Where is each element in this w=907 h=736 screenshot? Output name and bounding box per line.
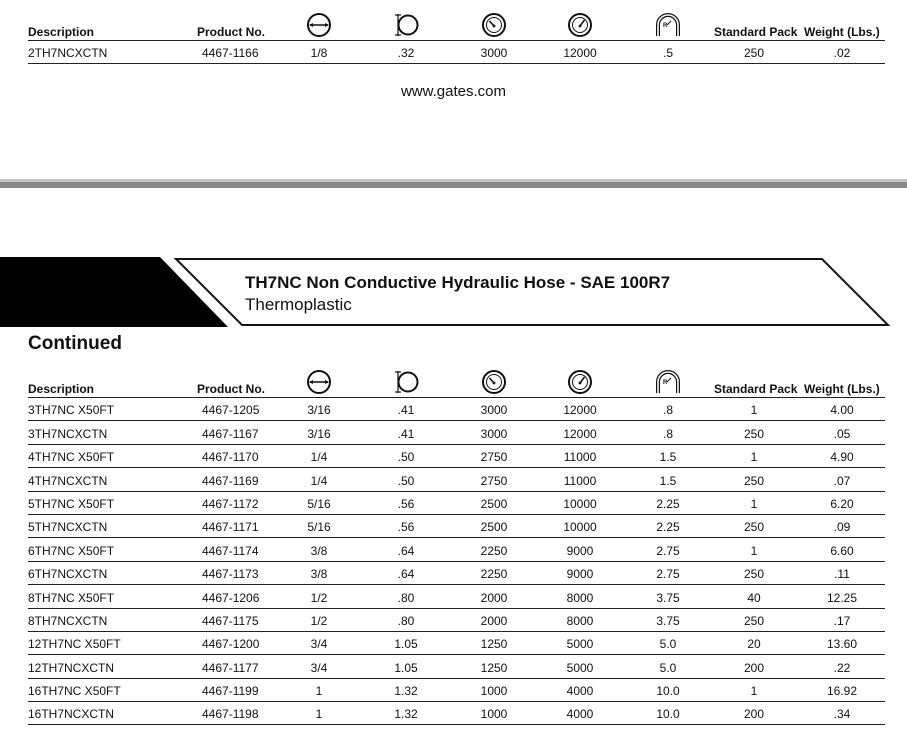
cell-description: 6TH7NCXCTN [28, 567, 108, 582]
cell-product-no: 4467-1199 [202, 684, 259, 699]
table-row [28, 492, 885, 515]
cell-id: 1/2 [310, 590, 328, 605]
header-product-no: Product No. [197, 25, 265, 39]
main-table-body [28, 398, 885, 725]
svg-text:R: R [663, 380, 668, 386]
cell-product-no: 4467-1174 [202, 543, 259, 558]
banner-title: TH7NC Non Conductive Hydraulic Hose - SAE 100R7 [245, 273, 671, 292]
banner-subtitle: Thermoplastic [245, 295, 352, 314]
cell-product-no: 4467-1200 [202, 637, 260, 652]
cell-od: .64 [397, 567, 415, 582]
cell-description: 12TH7NCXCTN [28, 660, 115, 675]
table-row [28, 562, 885, 585]
cell-product-no: 4467-1172 [202, 496, 259, 511]
header-weight: Weight (Lbs.) [804, 25, 880, 39]
cell-burst-pressure: 12000 [563, 46, 597, 61]
cell-weight: 6.20 [830, 496, 854, 511]
cell-od: .50 [397, 473, 415, 488]
cell-standard-pack: 1 [750, 403, 758, 418]
cell-weight: .17 [833, 613, 851, 628]
cell-standard-pack: 1 [750, 684, 758, 699]
cell-bend-radius: 2.25 [656, 496, 680, 511]
cell-id: 3/8 [310, 543, 328, 558]
cell-description: 5TH7NCXCTN [28, 520, 108, 535]
cell-standard-pack: 250 [743, 613, 765, 628]
cell-weight: 13.60 [826, 637, 858, 652]
cell-od: .64 [397, 543, 415, 558]
cell-working-pressure: 1000 [480, 707, 508, 722]
cell-product-no: 4467-1169 [202, 473, 259, 488]
burst-pressure-gauge-icon [567, 12, 593, 38]
cell-id: 3/8 [310, 567, 328, 582]
table-row [28, 609, 885, 632]
cell-id: 1/8 [310, 46, 328, 61]
cell-burst-pressure: 11000 [563, 473, 597, 488]
table-row [28, 468, 885, 491]
cell-bend-radius: 10.0 [656, 707, 680, 722]
cell-description: 5TH7NC X50FT [28, 496, 115, 511]
hose-id-icon [306, 369, 332, 395]
cell-bend-radius: 2.75 [656, 567, 680, 582]
cell-description: 16TH7NC X50FT [28, 684, 121, 699]
cell-bend-radius: 10.0 [656, 684, 680, 699]
cell-product-no: 4467-1173 [202, 567, 259, 582]
table-row [28, 445, 885, 468]
page-separator [0, 179, 907, 188]
cell-bend-radius: 2.75 [656, 543, 680, 558]
cell-id: 5/16 [307, 496, 331, 511]
cell-burst-pressure: 4000 [566, 684, 594, 699]
cell-od: .80 [397, 590, 415, 605]
continued-label: Continued [28, 333, 122, 354]
cell-working-pressure: 2000 [480, 590, 508, 605]
cell-weight: 4.90 [830, 450, 854, 465]
cell-standard-pack: 40 [747, 590, 761, 605]
cell-description: 4TH7NCXCTN [28, 473, 108, 488]
cell-id: 3/4 [310, 660, 328, 675]
cell-bend-radius: 3.75 [656, 590, 680, 605]
table-row [28, 398, 885, 421]
header-product-no: Product No. [197, 382, 265, 396]
cell-burst-pressure: 5000 [566, 637, 594, 652]
cell-od: .41 [397, 426, 415, 441]
main-table-header [28, 361, 885, 398]
cell-working-pressure: 2750 [480, 450, 508, 465]
header-weight: Weight (Lbs.) [804, 382, 880, 396]
cell-working-pressure: 3000 [480, 426, 508, 441]
cell-id: 1/2 [310, 613, 328, 628]
cell-standard-pack: 250 [743, 567, 765, 582]
cell-burst-pressure: 11000 [563, 450, 597, 465]
cell-product-no: 4467-1171 [202, 520, 259, 535]
cell-bend-radius: 3.75 [656, 613, 680, 628]
top-table-header [28, 4, 885, 41]
cell-weight: .34 [833, 707, 851, 722]
cell-standard-pack: 200 [743, 707, 765, 722]
cell-od: .56 [397, 520, 415, 535]
table-row [28, 515, 885, 538]
table-row [28, 632, 885, 655]
cell-description: 6TH7NC X50FT [28, 543, 115, 558]
cell-weight: .22 [833, 660, 851, 675]
working-pressure-gauge-icon [481, 369, 507, 395]
cell-burst-pressure: 9000 [566, 543, 594, 558]
svg-text:R: R [663, 23, 668, 29]
cell-product-no: 4467-1205 [202, 403, 260, 418]
cell-weight: .07 [833, 473, 851, 488]
table-row [28, 41, 885, 64]
table-row [28, 585, 885, 608]
cell-bend-radius: 2.25 [656, 520, 680, 535]
cell-burst-pressure: 8000 [566, 590, 594, 605]
cell-working-pressure: 2250 [480, 567, 508, 582]
top-table-body [28, 41, 885, 64]
table-row [28, 421, 885, 444]
cell-standard-pack: 250 [743, 520, 765, 535]
header-standard-pack: Standard Pack [714, 25, 798, 39]
cell-bend-radius: 1.5 [659, 473, 677, 488]
cell-bend-radius: 5.0 [659, 637, 677, 652]
cell-id: 5/16 [307, 520, 331, 535]
table-row [28, 655, 885, 678]
cell-description: 8TH7NCXCTN [28, 613, 108, 628]
cell-standard-pack: 250 [743, 426, 765, 441]
cell-od: .56 [397, 496, 415, 511]
cell-working-pressure: 1000 [480, 684, 508, 699]
cell-bend-radius: .8 [662, 426, 674, 441]
cell-weight: .02 [833, 46, 851, 61]
cell-od: 1.05 [394, 637, 418, 652]
cell-weight: .11 [834, 567, 850, 582]
cell-bend-radius: 5.0 [659, 660, 677, 675]
cell-id: 1 [315, 707, 323, 722]
cell-bend-radius: .8 [662, 403, 674, 418]
burst-pressure-gauge-icon [567, 369, 593, 395]
cell-working-pressure: 3000 [480, 46, 508, 61]
section-banner [0, 257, 907, 329]
hose-od-icon [393, 12, 419, 38]
cell-description: 12TH7NC X50FT [28, 637, 121, 652]
cell-product-no: 4467-1175 [202, 613, 259, 628]
cell-product-no: 4467-1206 [202, 590, 260, 605]
cell-product-no: 4467-1177 [202, 660, 259, 675]
cell-description: 8TH7NC X50FT [28, 590, 115, 605]
cell-working-pressure: 3000 [480, 403, 508, 418]
cell-burst-pressure: 4000 [566, 707, 594, 722]
website-url: www.gates.com [400, 83, 507, 100]
cell-working-pressure: 1250 [480, 660, 508, 675]
cell-burst-pressure: 12000 [563, 426, 597, 441]
cell-weight: .05 [833, 426, 851, 441]
cell-burst-pressure: 10000 [563, 520, 597, 535]
cell-id: 3/4 [310, 637, 328, 652]
top-spec-table [28, 4, 885, 64]
table-row [28, 702, 885, 725]
cell-od: .32 [397, 46, 415, 61]
cell-standard-pack: 250 [743, 46, 765, 61]
cell-working-pressure: 2000 [480, 613, 508, 628]
cell-description: 3TH7NCXCTN [28, 426, 108, 441]
working-pressure-gauge-icon [481, 12, 507, 38]
cell-working-pressure: 2500 [480, 520, 508, 535]
cell-working-pressure: 2500 [480, 496, 508, 511]
cell-description: 16TH7NCXCTN [28, 707, 115, 722]
cell-od: 1.32 [394, 684, 418, 699]
cell-product-no: 4467-1198 [202, 707, 259, 722]
cell-description: 4TH7NC X50FT [28, 450, 115, 465]
hose-id-icon [306, 12, 332, 38]
cell-standard-pack: 20 [747, 637, 761, 652]
bend-radius-icon [655, 369, 681, 395]
table-row [28, 679, 885, 702]
cell-od: 1.32 [394, 707, 418, 722]
cell-standard-pack: 200 [743, 660, 765, 675]
cell-weight: 16.92 [826, 684, 858, 699]
header-standard-pack: Standard Pack [714, 382, 798, 396]
cell-description: 3TH7NC X50FT [28, 403, 115, 418]
cell-od: .41 [397, 403, 415, 418]
cell-id: 1/4 [310, 473, 328, 488]
cell-burst-pressure: 9000 [566, 567, 594, 582]
cell-burst-pressure: 5000 [566, 660, 594, 675]
cell-product-no: 4467-1166 [202, 46, 259, 61]
cell-od: .50 [397, 450, 415, 465]
cell-weight: 6.60 [830, 543, 854, 558]
cell-standard-pack: 250 [743, 473, 765, 488]
table-row [28, 538, 885, 561]
cell-burst-pressure: 12000 [563, 403, 597, 418]
cell-id: 3/16 [307, 403, 331, 418]
hose-od-icon [393, 369, 419, 395]
cell-weight: 12.25 [826, 590, 858, 605]
cell-standard-pack: 1 [750, 450, 758, 465]
cell-od: .80 [397, 613, 415, 628]
cell-burst-pressure: 10000 [563, 496, 597, 511]
cell-product-no: 4467-1170 [202, 450, 259, 465]
cell-weight: 4.00 [830, 403, 854, 418]
cell-id: 3/16 [307, 426, 331, 441]
cell-id: 1/4 [310, 450, 328, 465]
cell-working-pressure: 2250 [480, 543, 508, 558]
cell-working-pressure: 1250 [480, 637, 508, 652]
cell-description: 2TH7NCXCTN [28, 46, 108, 61]
cell-id: 1 [315, 684, 323, 699]
bend-radius-icon [655, 12, 681, 38]
header-description: Description [28, 25, 95, 39]
cell-weight: .09 [833, 520, 851, 535]
cell-product-no: 4467-1167 [202, 426, 259, 441]
main-spec-table [28, 361, 885, 725]
cell-standard-pack: 1 [750, 543, 758, 558]
cell-od: 1.05 [394, 660, 418, 675]
cell-bend-radius: 1.5 [659, 450, 677, 465]
cell-burst-pressure: 8000 [566, 613, 594, 628]
header-description: Description [28, 382, 95, 396]
cell-bend-radius: .5 [662, 46, 674, 61]
cell-working-pressure: 2750 [480, 473, 508, 488]
cell-standard-pack: 1 [750, 496, 758, 511]
